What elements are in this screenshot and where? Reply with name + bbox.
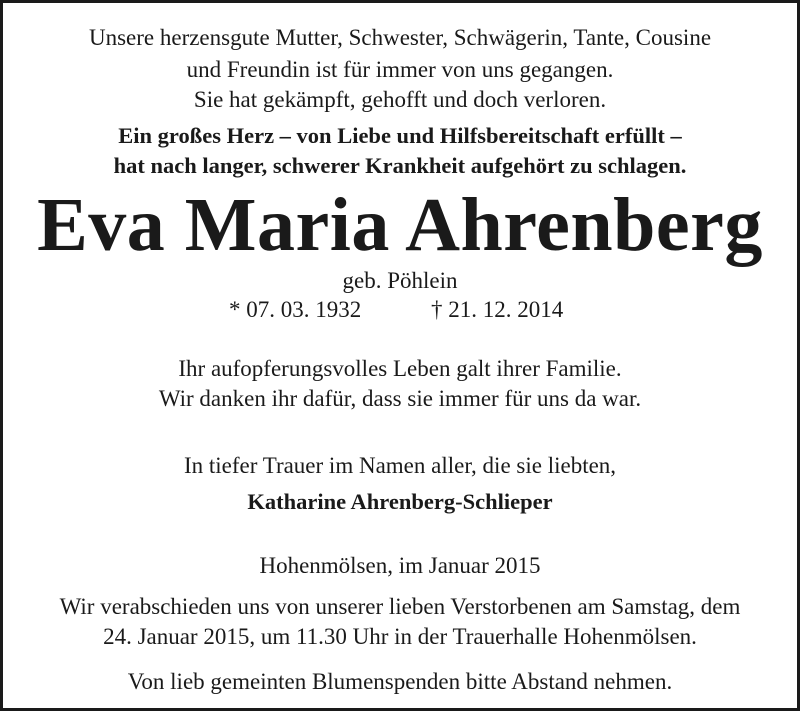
intro-line-1: Unsere herzensgute Mutter, Schwester, Schwägerin, Tante, Cousine xyxy=(88,25,712,50)
life-dates xyxy=(3,295,797,325)
heart-line-2: hat nach langer, schwerer Krankheit aufgehört zu schlagen. xyxy=(113,153,687,178)
death-date: † 21. 12. 2014 xyxy=(431,297,564,322)
heart-line-1: Ein großes Herz – von Liebe und Hilfsbereitschaft erfüllt – xyxy=(118,123,682,148)
mourners-intro: In tiefer Trauer im Namen aller, die sie liebten, xyxy=(183,453,617,478)
intro-line-2: und Freundin ist für immer von uns gegangen. xyxy=(186,57,614,82)
flowers-note: Von lieb gemeinten Blumenspenden bitte Abstand nehmen. xyxy=(127,669,673,694)
mourners-name: Katharine Ahrenberg-Schlieper xyxy=(247,489,553,514)
tribute-line-2: Wir danken ihr dafür, dass sie immer für uns da war. xyxy=(158,386,642,411)
place-date: Hohenmölsen, im Januar 2015 xyxy=(259,553,541,578)
intro-line-3: Sie hat gekämpft, gehofft und doch verloren. xyxy=(193,87,607,112)
funeral-line-2: 24. Januar 2015, um 11.30 Uhr in der Trauerhalle Hohenmölsen. xyxy=(103,624,697,649)
deceased-name: Eva Maria Ahrenberg xyxy=(37,183,763,267)
tribute-line-1: Ihr aufopferungsvolles Leben galt ihrer Familie. xyxy=(178,356,622,381)
birth-date: * 07. 03. 1932 xyxy=(229,297,362,322)
funeral-line-1: Wir verabschieden uns von unserer lieben Verstorbenen am Samstag, dem xyxy=(59,594,741,619)
maiden-name: geb. Pöhlein xyxy=(342,268,458,293)
